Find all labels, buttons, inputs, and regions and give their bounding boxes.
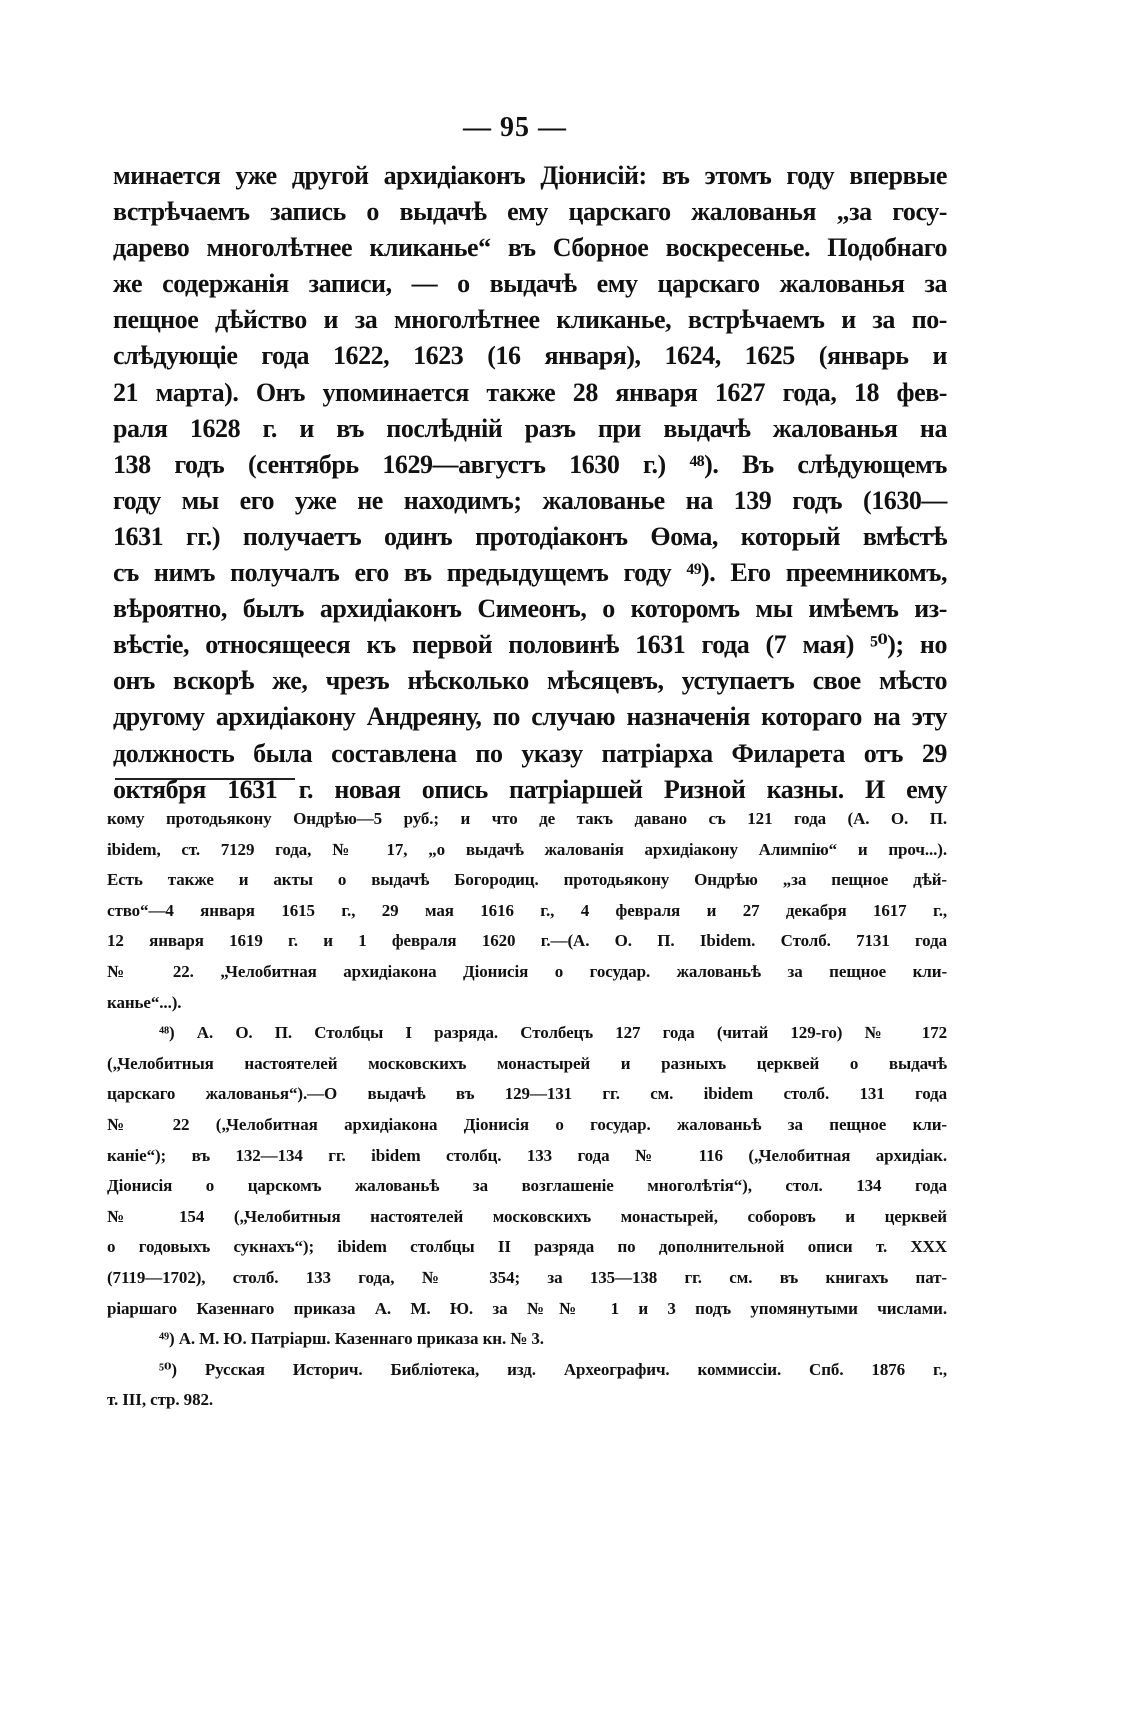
text-line: вѣстіе, относящееся къ первой половинѣ 1631 года (7 мая) ⁵⁰); но	[113, 630, 947, 660]
footnote-line: Діонисія о царскомъ жалованьѣ за возглашеніе многолѣтія“), стол. 134 года	[107, 1176, 947, 1196]
footnote-line: (7119—1702), столб. 133 года, № 354; за 135—138 гг. см. въ книгахъ пат-	[107, 1267, 947, 1287]
footnote-line: № 22. „Челобитная архидіакона Діонисія о государ. жалованьѣ за пещное кли-	[107, 961, 947, 981]
footnote-line: 12 января 1619 г. и 1 февраля 1620 г.—(А. О. П. Ibidem. Столб. 7131 года	[107, 931, 947, 951]
text-line: другому архидіакону Андреяну, по случаю назначенія котораго на эту	[113, 702, 947, 732]
footnote-line: № 22 („Челобитная архидіакона Діонисія о государ. жалованьѣ за пещное кли-	[107, 1114, 947, 1134]
footnote-line: царскаго жалованья“).—О выдачѣ въ 129—131 гг. см. ibidem столб. 131 года	[107, 1084, 947, 1104]
text-line: году мы его уже не находимъ; жалованье на 139 годъ (1630—	[113, 485, 947, 515]
text-line: встрѣчаемъ запись о выдачѣ ему царскаго жалованья „за госу-	[113, 197, 947, 227]
text-line: дарево многолѣтнее кликанье“ въ Сборное воскресенье. Подобнаго	[113, 233, 947, 263]
text-line: слѣдующіе года 1622, 1623 (16 января), 1624, 1625 (январь и	[113, 341, 947, 371]
footnote-line: ріаршаго Казеннаго приказа А. М. Ю. за №№ 1 и 3 подъ упомянутыми числами.	[107, 1298, 947, 1318]
text-line: 138 годъ (сентябрь 1629—августъ 1630 г.) ⁴⁸). Въ слѣдующемъ	[113, 449, 947, 479]
text-line: минается уже другой архидіаконъ Діонисій: въ этомъ году впервые	[113, 161, 947, 190]
footnote-line: каніе“); въ 132—134 гг. ibidem столбц. 133 года № 116 („Челобитная архидіак.	[107, 1145, 947, 1165]
footnote-line: т. III, стр. 982.	[107, 1390, 214, 1410]
text-line: пещное дѣйство и за многолѣтнее кликанье, встрѣчаемъ и за по-	[113, 305, 947, 335]
text-line: съ нимъ получалъ его въ предыдущемъ году ⁴⁹). Его преемникомъ,	[113, 558, 947, 588]
footnotes	[107, 804, 947, 1416]
text-line: 1631 гг.) получаетъ одинъ протодіаконъ Өома, который вмѣстѣ	[113, 521, 947, 551]
footnote-line: ство“—4 января 1615 г., 29 мая 1616 г., 4 февраля и 27 декабря 1617 г.,	[107, 900, 947, 920]
text-line: 21 марта). Онъ упоминается также 28 января 1627 года, 18 фев-	[113, 377, 947, 407]
footnote-50: ⁵⁰) Русская Историч. Библіотека, изд. Археографич. коммиссіи. Спб. 1876 г.,	[159, 1359, 947, 1379]
footnote-line: ibidem, ст. 7129 года, № 17, „о выдачѣ жалованія архидіакону Алимпію“ и проч...).	[107, 839, 947, 859]
main-text	[113, 158, 947, 808]
footnote-line: № 154 („Челобитныя настоятелей московскихъ монастырей, соборовъ и церквей	[107, 1206, 947, 1226]
text-line: вѣроятно, былъ архидіаконъ Симеонъ, о которомъ мы имѣемъ из-	[113, 594, 947, 624]
footnote-separator	[115, 778, 295, 780]
text-line: же содержанія записи, — о выдачѣ ему царскаго жалованья за	[113, 269, 947, 299]
text-line: должность была составлена по указу патріарха Филарета отъ 29	[113, 738, 947, 768]
page-number: — 95 —	[463, 112, 567, 143]
footnote-48: ⁴⁸) А. О. П. Столбцы I разряда. Столбецъ 127 года (читай 129-го) № 172	[159, 1023, 947, 1043]
footnote-line: („Челобитныя настоятелей московскихъ монастырей и разныхъ церквей о выдачѣ	[107, 1053, 947, 1073]
footnote-line: канье“...).	[107, 992, 182, 1012]
footnote-line: о годовыхъ сукнахъ“); ibidem столбцы II разряда по дополнительной описи т. XXX	[107, 1237, 947, 1257]
footnote-line: Есть также и акты о выдачѣ Богородиц. протодьякону Ондрѣю „за пещное дѣй-	[107, 870, 947, 890]
text-line: октября 1631 г. новая опись патріаршей Ризной казны. И ему	[113, 774, 947, 804]
text-line: онъ вскорѣ же, чрезъ нѣсколько мѣсяцевъ, уступаетъ свое мѣсто	[113, 666, 947, 696]
footnote-49: ⁴⁹) А. М. Ю. Патріарш. Казеннаго приказа кн. № 3.	[159, 1329, 544, 1349]
footnote-line: кому протодьякону Ондрѣю—5 руб.; и что де такъ давано съ 121 года (А. О. П.	[107, 809, 947, 828]
text-line: раля 1628 г. и въ послѣдній разъ при выдачѣ жалованья на	[113, 413, 947, 443]
